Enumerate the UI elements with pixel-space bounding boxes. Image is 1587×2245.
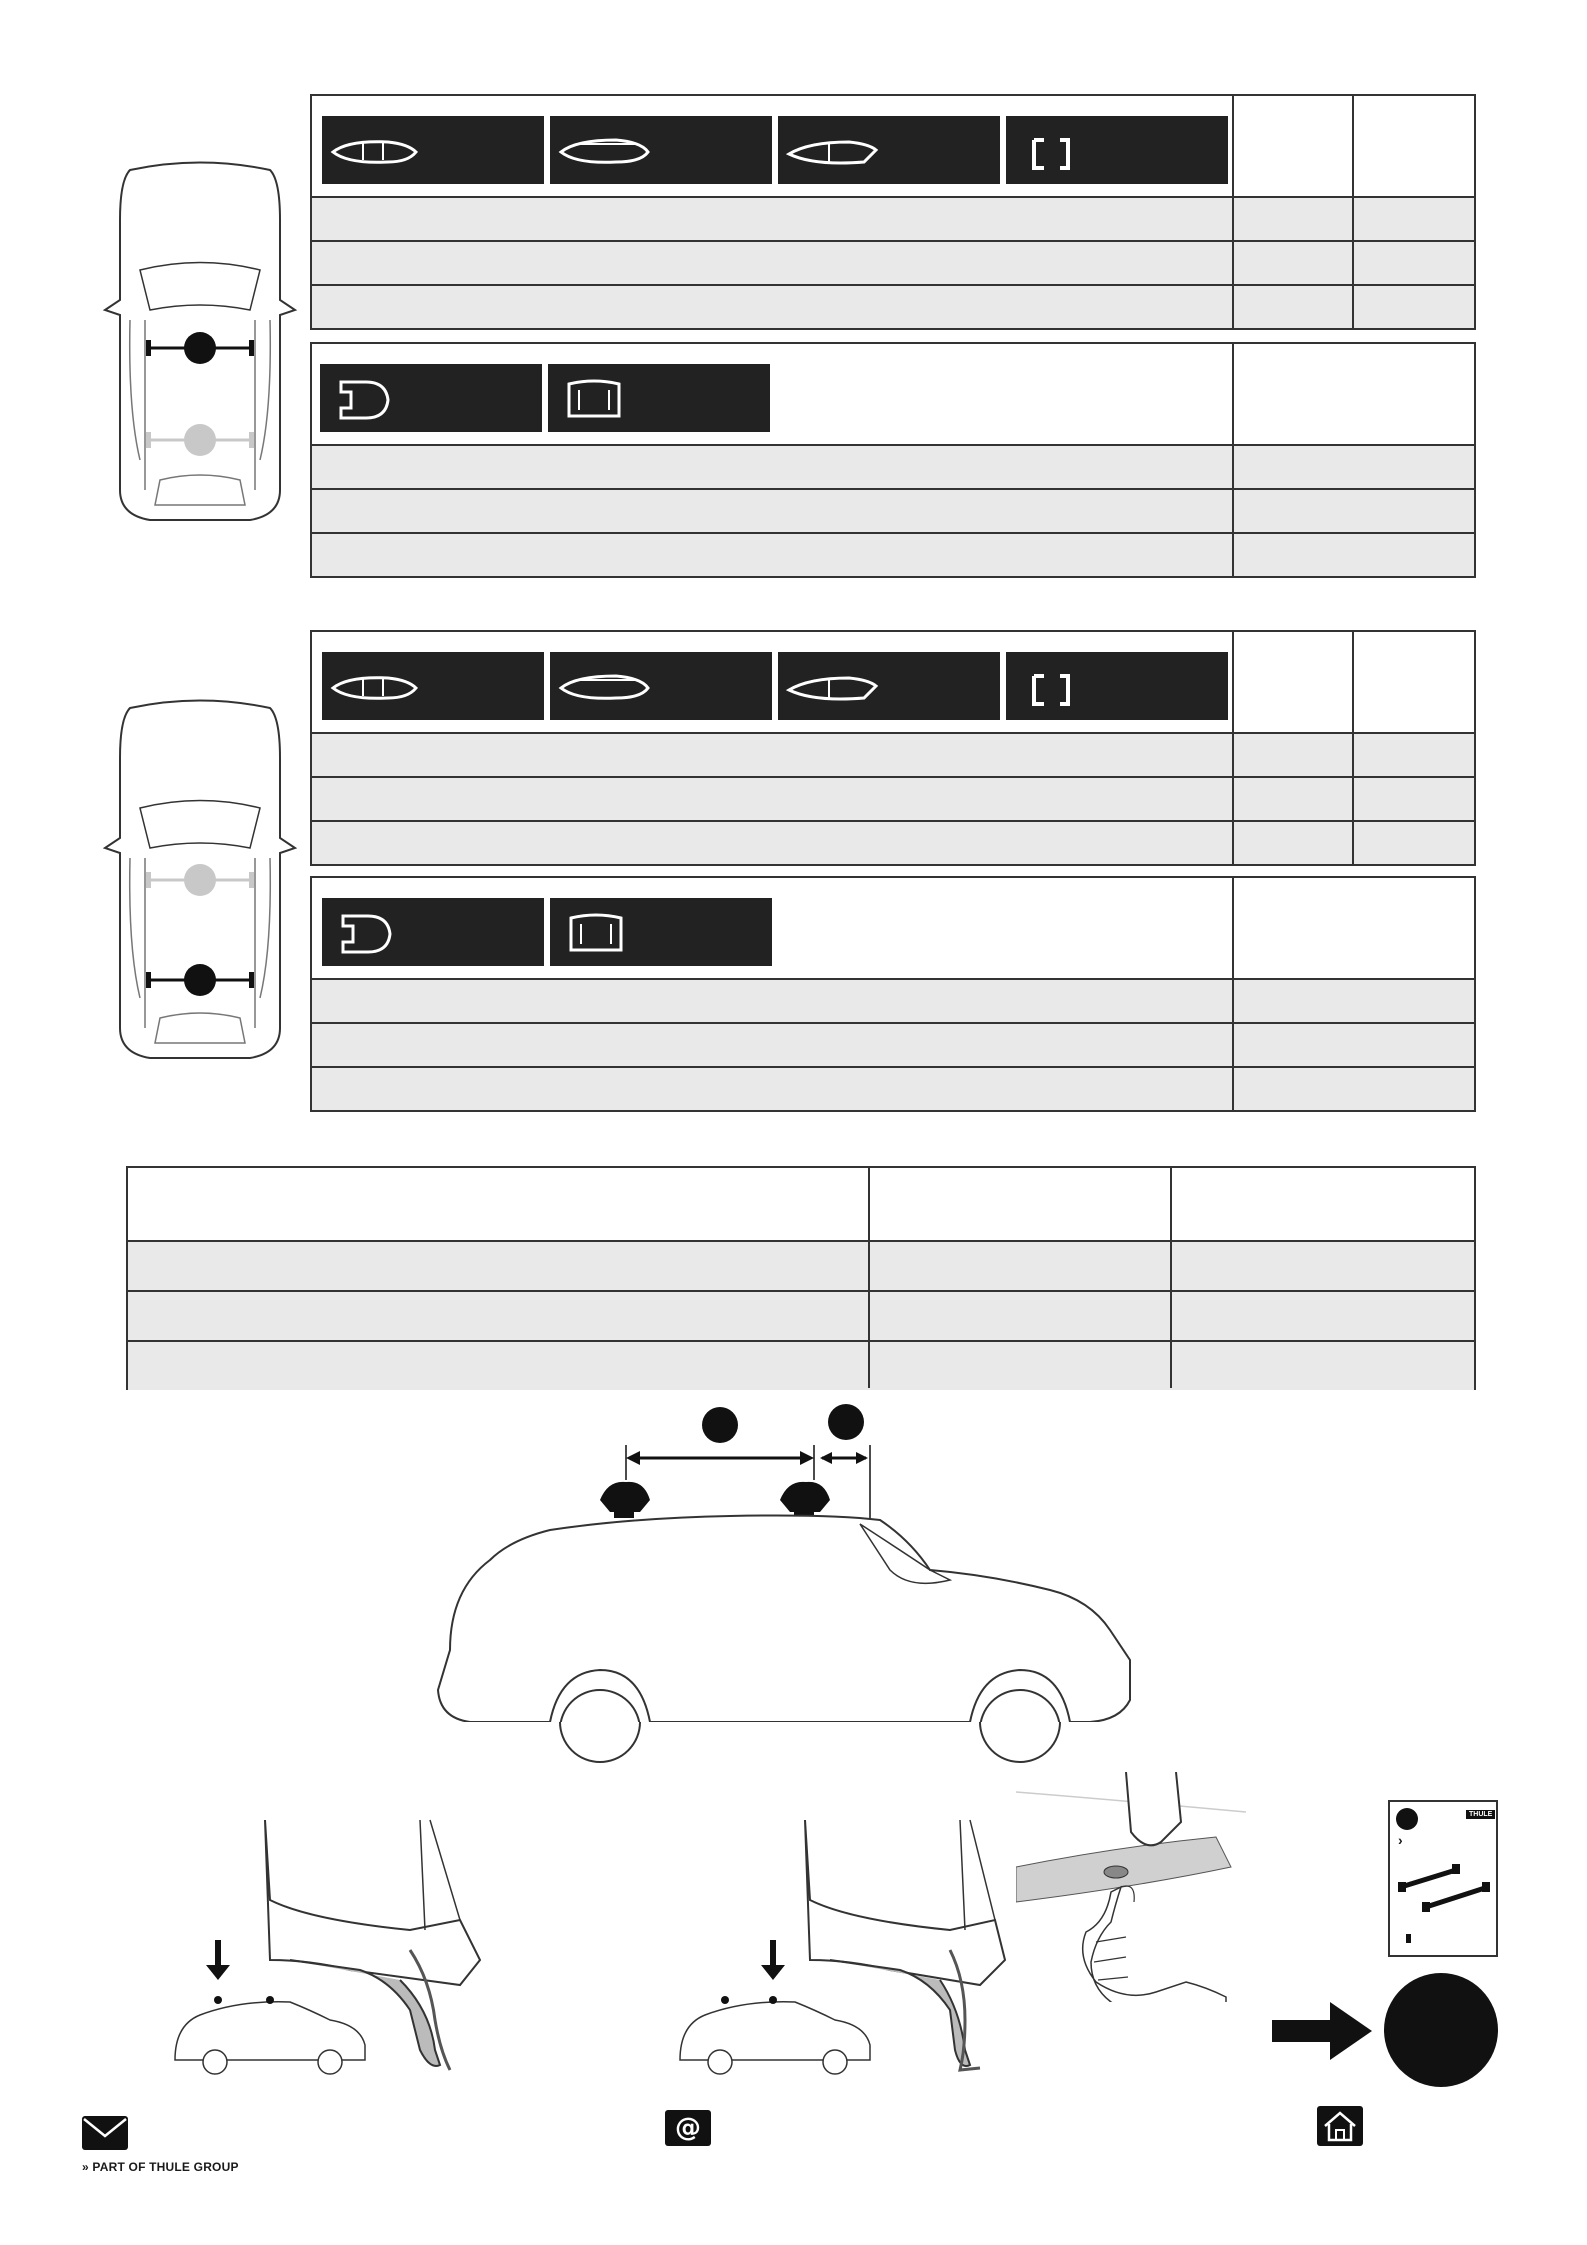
- foot-channel-profile-icon: [554, 370, 654, 426]
- next-step-arrow-icon: [1272, 2002, 1372, 2060]
- profile-foot-clamp: [320, 364, 542, 432]
- profile-wingbar-evo: [322, 116, 544, 184]
- dimension-marker-a: [702, 1407, 738, 1443]
- mail-icon[interactable]: [82, 2116, 128, 2150]
- probar-profile-icon: [784, 122, 884, 178]
- profile-foot-channel: [548, 364, 770, 432]
- profile-squarebar: [1006, 652, 1228, 720]
- squarebar-profile-icon: [1012, 658, 1112, 714]
- home-icon[interactable]: [1317, 2106, 1363, 2146]
- profile-wingbar-edge: [550, 116, 772, 184]
- profile-foot-channel: [550, 898, 772, 966]
- double-chevron-icon: »: [82, 2160, 89, 2174]
- booklet-chevron-icon: ›: [1398, 1832, 1403, 1848]
- profile-wingbar-edge: [550, 652, 772, 720]
- roof-bars-icon: [1396, 1852, 1492, 1922]
- roof-foot-rear: [780, 1482, 830, 1512]
- profile-foot-clamp: [322, 898, 544, 966]
- instruction-booklet-thumbnail: [1388, 1800, 1498, 1957]
- dimension-marker-b: [828, 1404, 864, 1440]
- rear-bar-profile-table: [310, 630, 1476, 866]
- wingbar-profile-icon: [328, 658, 428, 714]
- probar-profile-icon: [784, 658, 884, 714]
- at-email-icon[interactable]: @: [665, 2110, 711, 2146]
- car-top-view-front-position: [100, 160, 300, 530]
- foot-clamp-profile-icon: [328, 904, 428, 960]
- install-step-rear-foot: [660, 1810, 1010, 2080]
- foot-channel-profile-icon: [556, 904, 656, 960]
- booklet-small-mark: [1406, 1934, 1411, 1943]
- rear-foot-profile-table: [310, 876, 1476, 1112]
- install-step-front-foot: [160, 1810, 490, 2080]
- wingbar-edge-profile-icon: [556, 658, 656, 714]
- wingbar-profile-icon: [328, 122, 428, 178]
- front-foot-profile-table: [310, 342, 1476, 578]
- car-side-view-foot-spacing: [430, 1400, 1170, 1780]
- squarebar-profile-icon: [1012, 122, 1112, 178]
- foot-clamp-profile-icon: [326, 370, 426, 426]
- profile-wingbar-evo: [322, 652, 544, 720]
- install-step-hand-fastening: [1016, 1772, 1246, 2002]
- mount-point-active: [184, 964, 216, 996]
- profile-squarebar: [1006, 116, 1228, 184]
- step-number-circle: [1384, 1973, 1498, 2087]
- mount-point-active: [184, 332, 216, 364]
- front-bar-profile-table: [310, 94, 1476, 330]
- profile-probar: [778, 652, 1000, 720]
- profile-probar: [778, 116, 1000, 184]
- roof-foot-front: [600, 1482, 650, 1512]
- wingbar-edge-profile-icon: [556, 122, 656, 178]
- car-top-view-rear-position: [100, 698, 300, 1068]
- measurement-table: [126, 1166, 1476, 1390]
- thule-logo: THULE: [1466, 1810, 1495, 1819]
- booklet-step-marker: [1396, 1808, 1418, 1830]
- footer-group-text: » PART OF THULE GROUP: [82, 2160, 239, 2174]
